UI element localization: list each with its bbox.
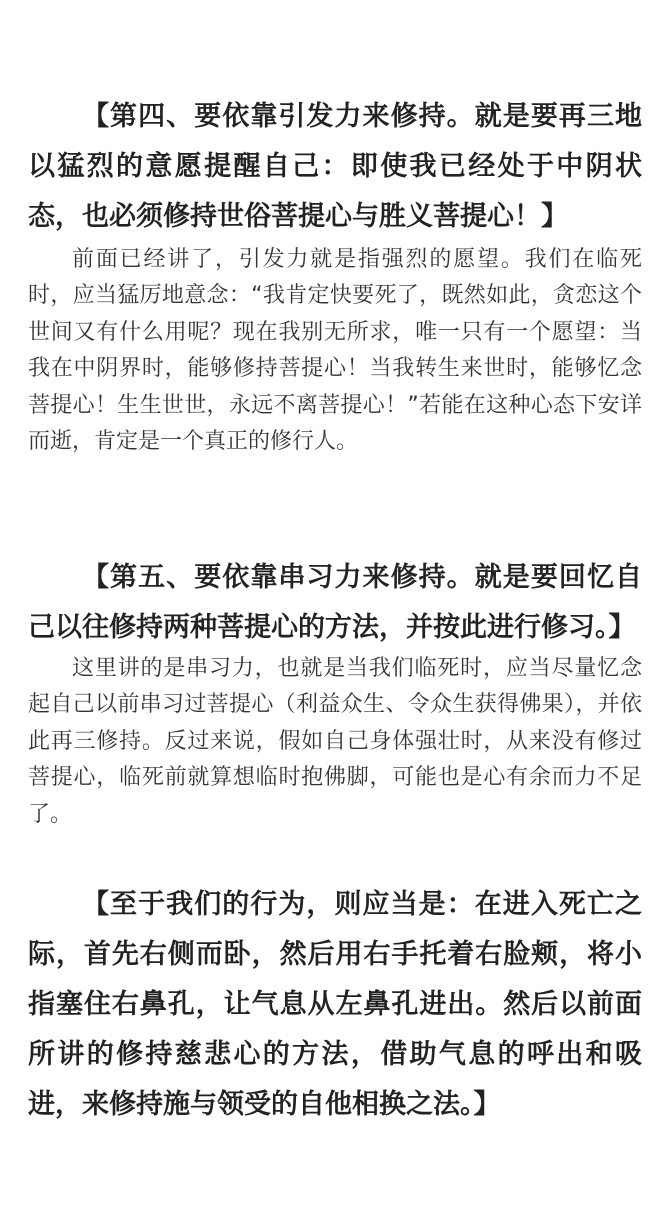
conduct-heading: 【至于我们的行为，则应当是：在进入死亡之际，首先右侧而卧，然后用右手托着右脸颊，将小指塞住右鼻孔，让气息从左鼻孔进出。然后以前面所讲的修持慈悲心的方法，借助气息的呼出和吸进，来修持施与领受的自他相换之法。】	[28, 889, 642, 1120]
section-4-heading: 【第四、要依靠引发力来修持。就是要再三地以猛烈的意愿提醒自己：即使我已经处于中阴状态，也必须修持世俗菩提心与胜义菩提心！】	[28, 101, 642, 232]
section-5-body: 这里讲的是串习力，也就是当我们临死时，应当尽量忆念起自己以前串习过菩提心（利益众生、令众生获得佛果），并依此再三修持。反过来说，假如自己身体强壮时，从来没有修过菩提心，临死前就算想临时抱佛脚，可能也是心有余而力不足了。	[28, 656, 642, 827]
section-5-heading: 【第五、要依靠串习力来修持。就是要回忆自己以往修持两种菩提心的方法，并按此进行修习。】	[28, 562, 642, 643]
section-4-body: 前面已经讲了，引发力就是指强烈的愿望。我们在临死时，应当猛厉地意念：“我肯定快要死了，既然如此，贪恋这个世间又有什么用呢？现在我别无所求，唯一只有一个愿望：当我在中阴界时，能够修持菩提心！当我转生来世时，能够忆念菩提心！生生世世，永远不离菩提心！”若能在这种心态下安详而逝，肯定是一个真正的修行人。	[28, 247, 642, 455]
